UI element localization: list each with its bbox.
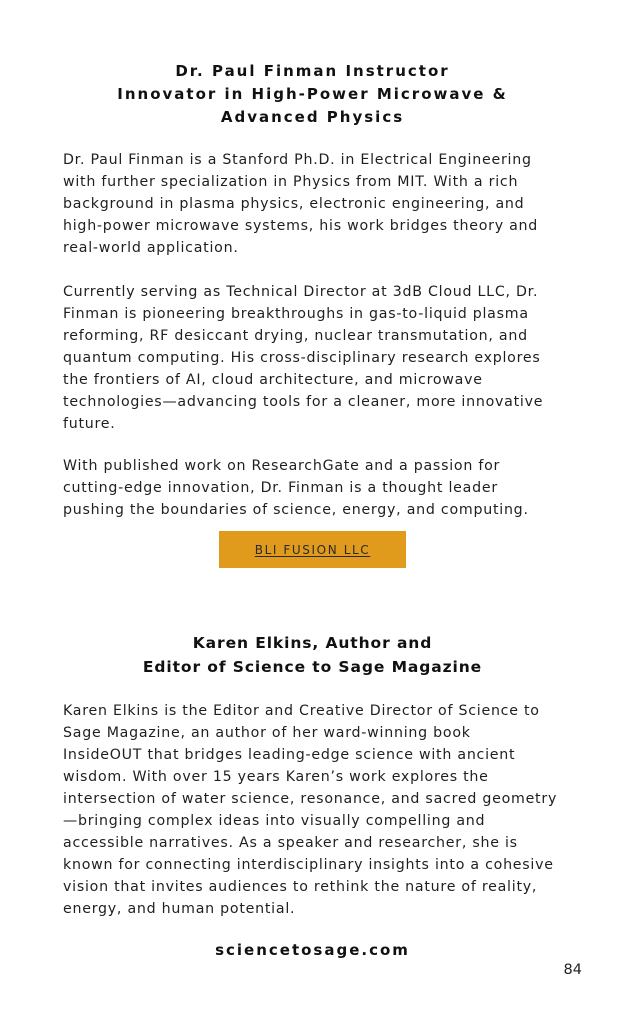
finman-heading-line-3: Advanced Physics <box>220 108 405 126</box>
finman-bio-paragraph-3 <box>63 455 593 521</box>
elkins-heading-line-1: Karen Elkins, Author and <box>192 634 433 652</box>
text-line: Dr. Paul Finman is a Stanford Ph.D. in Electrical Engineering <box>63 152 532 168</box>
text-line: quantum computing. His cross-disciplinary research explores <box>63 350 541 366</box>
finman-bio-paragraph-2 <box>63 281 593 435</box>
text-line: real-world application. <box>63 240 239 256</box>
text-line: known for connecting interdisciplinary insights into a cohesive <box>63 857 554 873</box>
text-line: the frontiers of AI, cloud architecture, and microwave <box>63 372 483 388</box>
elkins-heading <box>0 631 625 679</box>
text-line: intersection of water science, resonance, and sacred geometry <box>63 791 558 807</box>
text-line: Finman is pioneering breakthroughs in gas-to-liquid plasma <box>63 306 529 322</box>
text-line: —bringing complex ideas into visually compelling and <box>63 813 486 829</box>
text-line: pushing the boundaries of science, energy, and computing. <box>63 502 529 518</box>
text-line: with further specialization in Physics from MIT. With a rich <box>63 174 519 190</box>
bli-fusion-button[interactable] <box>219 531 406 568</box>
text-line: vision that invites audiences to rethink the nature of reality, <box>63 879 538 895</box>
elkins-heading-line-2: Editor of Science to Sage Magazine <box>142 658 483 676</box>
text-line: Karen Elkins is the Editor and Creative Director of Science to <box>63 703 540 719</box>
text-line: background in plasma physics, electronic engineering, and <box>63 196 525 212</box>
text-line: cutting-edge innovation, Dr. Finman is a thought leader <box>63 480 498 496</box>
text-line: With published work on ResearchGate and a passion for <box>63 458 501 474</box>
text-line: energy, and human potential. <box>63 901 296 917</box>
finman-heading <box>0 60 625 129</box>
text-line: InsideOUT that bridges leading-edge science with ancient <box>63 747 516 763</box>
text-line: wisdom. With over 15 years Karen’s work explores the <box>63 769 489 785</box>
finman-heading-line-1: Dr. Paul Finman Instructor <box>175 62 450 80</box>
text-line: Sage Magazine, an author of her ward-winning book <box>63 725 471 741</box>
finman-heading-line-2: Innovator in High-Power Microwave & <box>117 85 508 103</box>
website-link[interactable]: sciencetosage.com <box>215 941 410 959</box>
text-line: technologies—advancing tools for a cleaner, more innovative <box>63 394 544 410</box>
bli-fusion-button-label: BLI FUSION LLC <box>254 542 371 557</box>
elkins-bio-paragraph <box>63 700 593 920</box>
finman-bio-paragraph-1 <box>63 149 593 259</box>
page-number: 84 <box>563 962 582 978</box>
text-line: future. <box>63 416 116 432</box>
text-line: reforming, RF desiccant drying, nuclear transmutation, and <box>63 328 528 344</box>
text-line: Currently serving as Technical Director at 3dB Cloud LLC, Dr. <box>63 284 539 300</box>
text-line: high-power microwave systems, his work bridges theory and <box>63 218 539 234</box>
text-line: accessible narratives. As a speaker and researcher, she is <box>63 835 518 851</box>
